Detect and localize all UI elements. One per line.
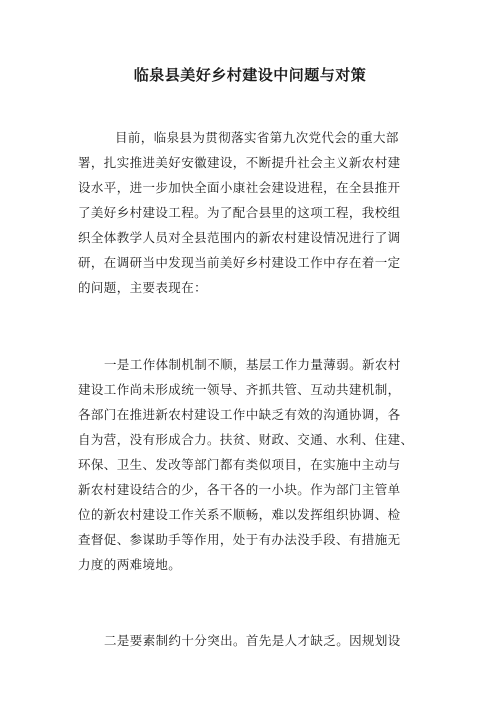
text-line: 设水平，进一步加快全面小康社会建设进程，在全县推开: [78, 180, 401, 195]
text-line: 建设工作尚未形成统一领导、齐抓共管、互动共建机制，: [78, 382, 401, 397]
text-line: 织全体教学人员对全县范围内的新农村建设情况进行了调: [78, 230, 401, 245]
text-line: 力度的两难境地。: [78, 557, 182, 572]
text-line: 位的新农村建设工作关系不顺畅，难以发挥组织协调、检: [78, 507, 401, 522]
text-line: 自为营，没有形成合力。扶贫、财政、交通、水利、住建、: [78, 432, 414, 447]
text-line: 一是工作体制机制不顺，基层工作力量薄弱。新农村: [104, 357, 401, 372]
text-line: 署，扎实推进美好安徽建设，不断提升社会主义新农村建: [78, 155, 401, 170]
text-line: 二是要素制约十分突出。首先是人才缺乏。因规划设: [104, 633, 401, 648]
text-line: 环保、卫生、发改等部门都有类似项目，在实施中主动与: [78, 457, 401, 472]
text-line: 了美好乡村建设工程。为了配合县里的这项工程，我校组: [78, 205, 401, 220]
text-line: 查督促、参谋助手等作用，处于有办法没手段、有措施无: [78, 532, 401, 547]
document-title: 临泉县美好乡村建设中问题与对策: [133, 66, 367, 84]
paragraph-issue-one: [78, 352, 428, 577]
text-line: 各部门在推进新农村建设工作中缺乏有效的沟通协调，各: [78, 407, 401, 422]
text-line: 的问题，主要表现在：: [78, 280, 208, 295]
paragraph-issue-two: [78, 628, 428, 653]
text-line: 研，在调研当中发现当前美好乡村建设工作中存在着一定: [78, 255, 401, 270]
text-line: 目前，临泉县为贯彻落实省第九次党代会的重大部: [115, 130, 399, 145]
paragraph-intro: [78, 125, 428, 300]
text-line: 新农村建设结合的少，各干各的一小块。作为部门主管单: [78, 482, 401, 497]
